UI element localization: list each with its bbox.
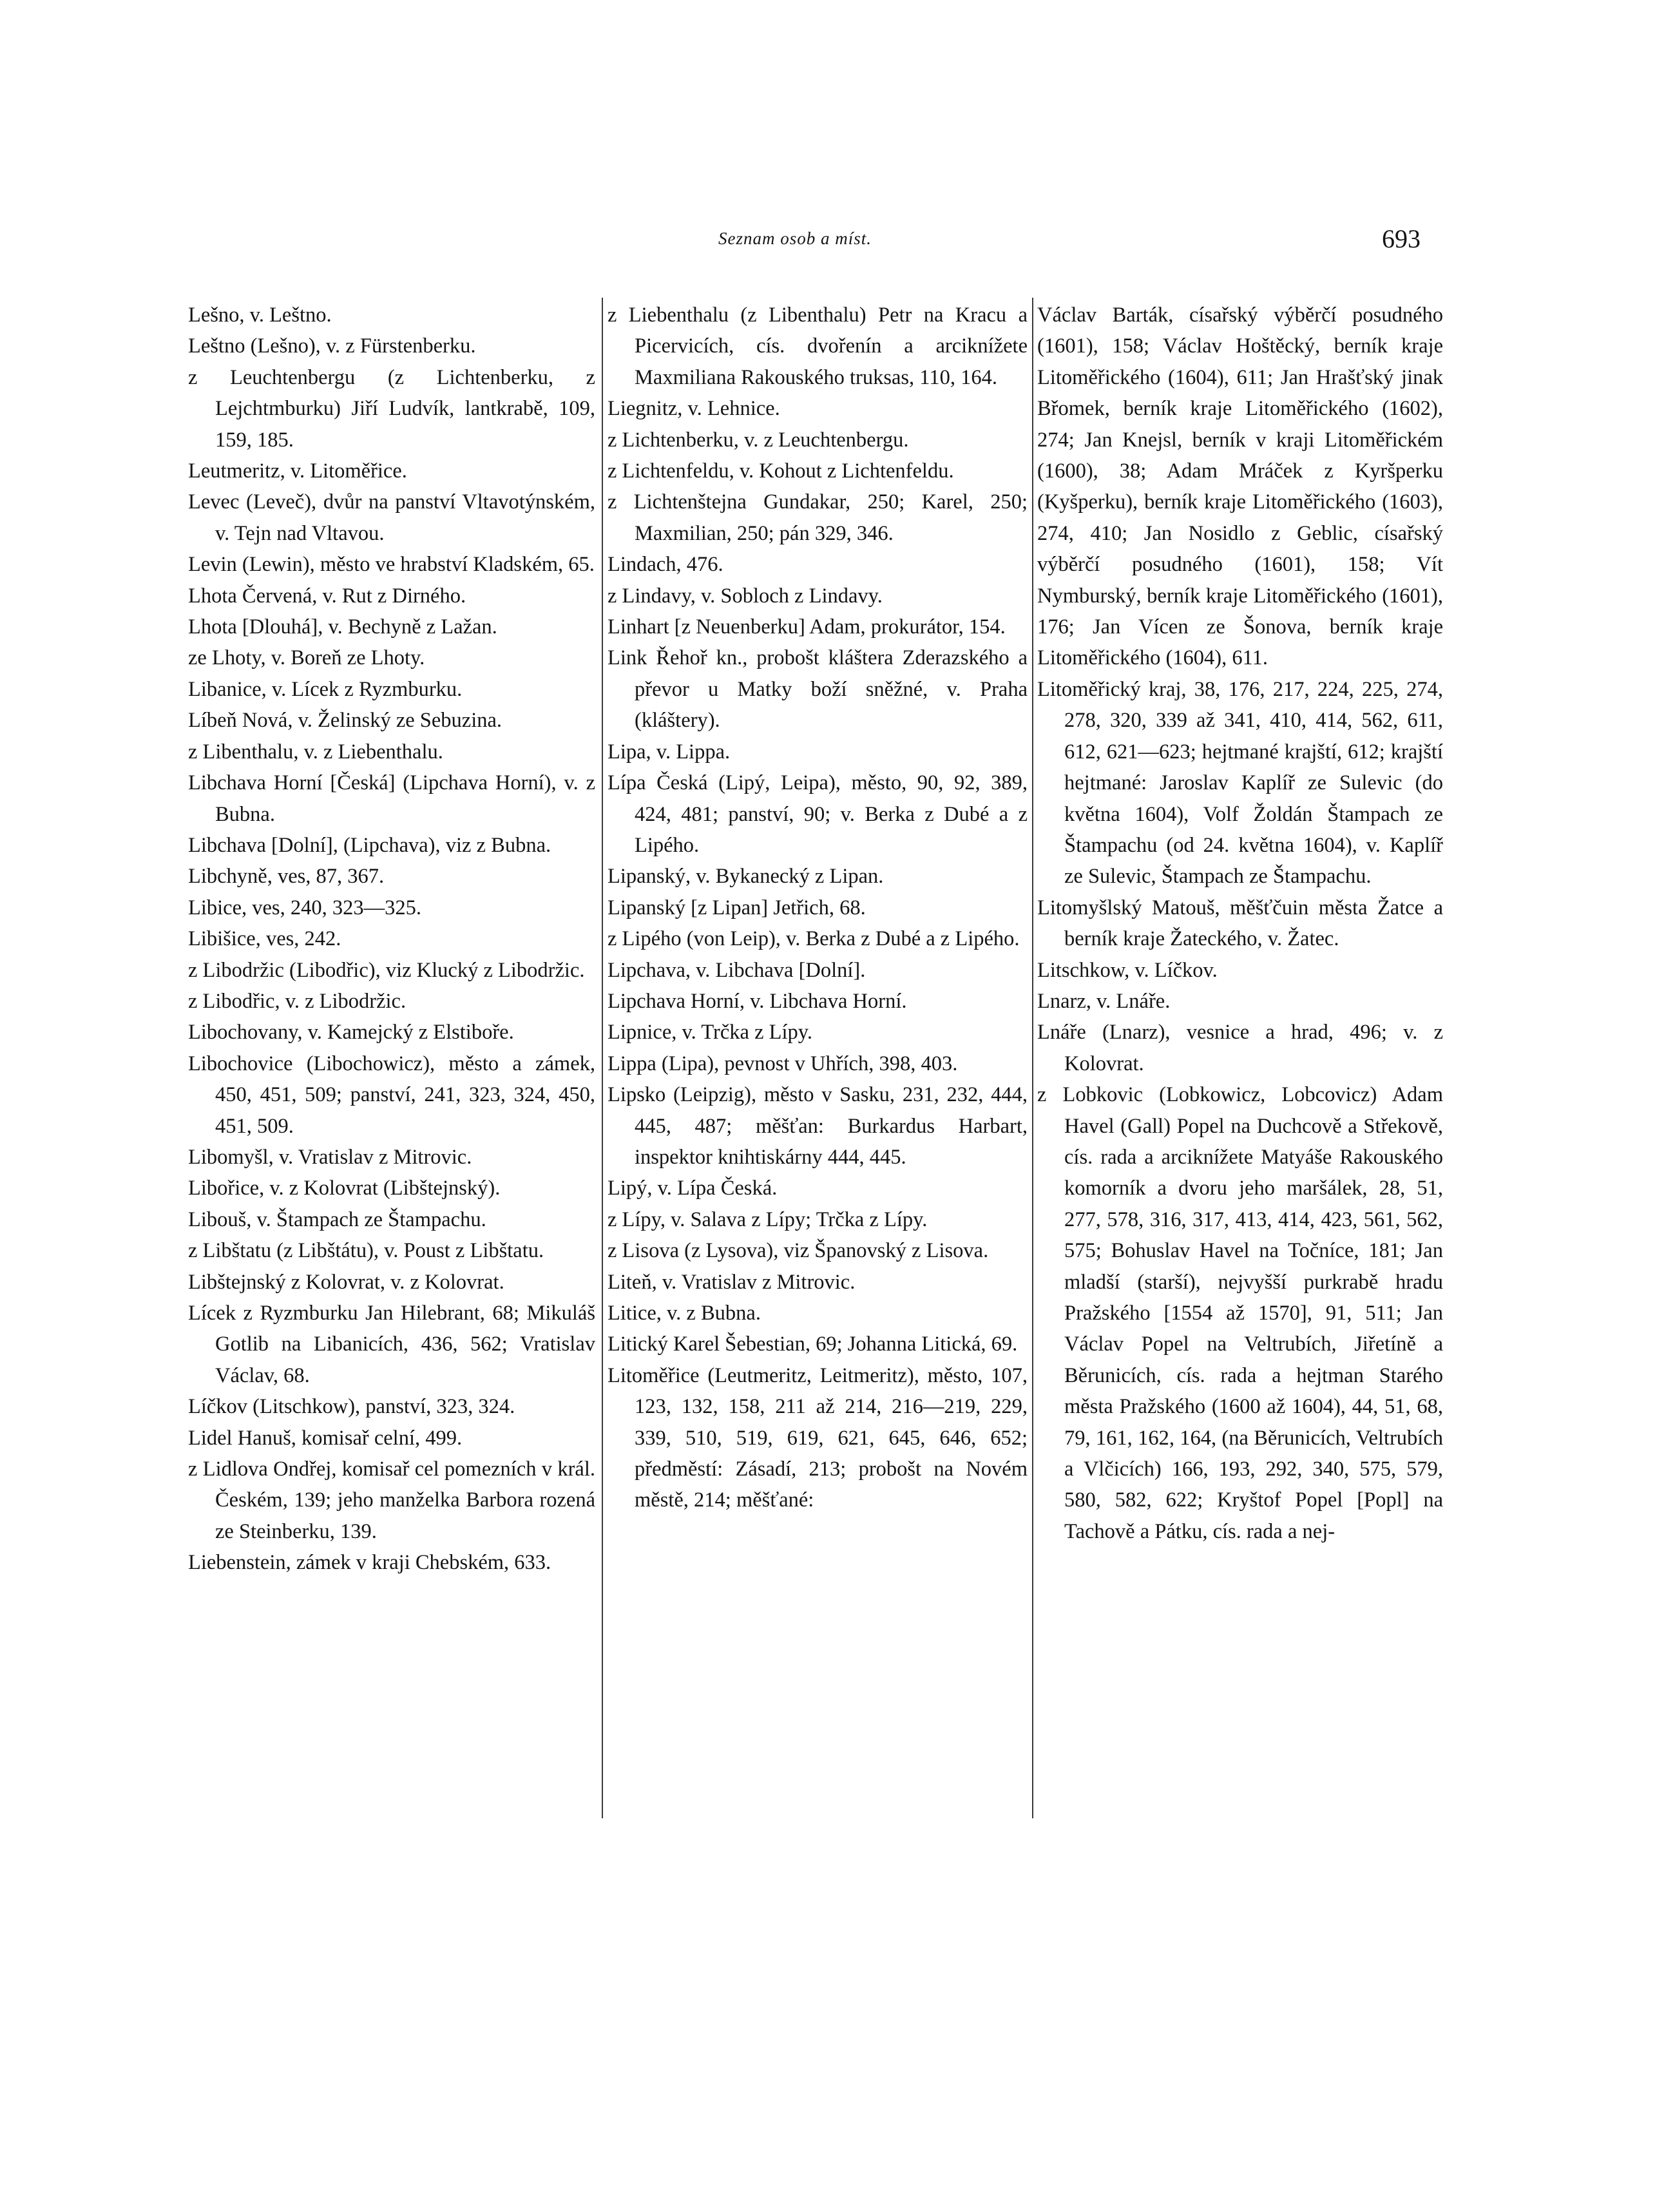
continued-entry: Václav Barták, císařský výběrčí posudného (1601), 158; Václav Hoštěcký, berník kraje Litoměřického (1604), 611; Jan Hrašťský jinak Břomek, berník kraje Litoměřického (1602), 274; Jan Knejsl, berník v kraji Litoměřickém (1600), 38; Adam Mráček z Kyršperku (Kyšperku), berník kraje Litoměřického (1603), 274, 410; Jan Nosidlo z Geblic, císařský výběrčí posudného (1601), 158; Vít Nymburský, berník kraje Litoměřického (1601), 176; Jan Vícen ze Šonova, berník kraje Litoměřického (1604), 611. [1037,303,1443,670]
index-entry: Litice, v. z Bubna. [608,1302,761,1325]
index-entry: z Lípy, v. Salava z Lípy; Trčka z Lípy. [608,1207,928,1231]
index-entry: Lípa Česká (Lipý, Leipa), město, 90, 92, 389, 424, 481; panství, 90; v. Berka z Dubé a z Lipého. [608,771,1028,857]
index-entry: z Lindavy, v. Sobloch z Lindavy. [608,584,883,608]
index-entry: Lipanský, v. Bykanecký z Lipan. [608,865,884,889]
index-entry: Lnáře (Lnarz), vesnice a hrad, 496; v. z Kolovrat. [1037,1021,1443,1075]
index-entry: Lipchava Horní, v. Libchava Horní. [608,989,907,1013]
index-entry: Libanice, v. Lícek z Ryzmburku. [188,677,463,701]
index-entry: Lipsko (Leipzig), město v Sasku, 231, 232, 444, 445, 487; měšťan: Burkardus Harbart, inspektor knihtiskárny 444, 445. [608,1083,1028,1169]
index-column-3 [1037,300,1443,1547]
column-divider [602,298,603,1818]
index-entry: Lippa (Lipa), pevnost v Uhřích, 398, 403. [608,1052,958,1075]
page-header [0,224,1675,267]
index-entry: Lidel Hanuš, komisař celní, 499. [188,1426,463,1450]
index-entry: Libouš, v. Štampach ze Štampachu. [188,1207,486,1231]
index-entry: Libomyšl, v. Vratislav z Mitrovic. [188,1145,472,1169]
index-column-1 [188,300,595,1579]
index-entry: Litoměřický kraj, 38, 176, 217, 224, 225, 274, 278, 320, 339 až 341, 410, 414, 562, 611, 612, 621—623; hejtmané krajští, 612; krajští hejtmané: Jaroslav Kaplíř ze Sulevic (do května 1604), Volf Žoldán Štampach ze Štampachu (od 24. května 1604), v. Kaplíř ze Sulevic, Štampach ze Štampachu. [1037,677,1443,889]
index-entry: Link Řehoř kn., probošt kláštera Zderazského a převor u Matky boží sněžné, v. Praha (kláštery). [608,646,1028,733]
index-entry: Liebenstein, zámek v kraji Chebském, 633. [188,1551,551,1575]
index-entry: Lindach, 476. [608,553,723,577]
index-entry: z Liebenthalu (z Libenthalu) Petr na Kracu a Picervicích, cís. dvořenín a arciknížete Maxmiliana Rakouského truksas, 110, 164. [608,303,1028,389]
index-entry: Lipa, v. Lippa. [608,740,731,764]
index-entry: Lhota Červená, v. Rut z Dirného. [188,584,466,608]
index-entry: Lhota [Dlouhá], v. Bechyně z Lažan. [188,615,497,639]
index-entry: z Libštatu (z Libštátu), v. Poust z Libštatu. [188,1239,544,1263]
index-entry: z Leuchtenbergu (z Lichtenberku, z Lejchtmburku) Jiří Ludvík, lantkrabě, 109, 159, 185. [188,365,595,452]
index-entry: Libchyně, ves, 87, 367. [188,865,385,889]
index-entry: Lipnice, v. Trčka z Lípy. [608,1021,813,1044]
index-entry: Líbeň Nová, v. Želinský ze Sebuzina. [188,709,503,733]
index-entry: z Libenthalu, v. z Liebenthalu. [188,740,443,764]
index-entry: z Libodřic, v. z Libodržic. [188,989,407,1013]
index-column-2 [608,300,1028,1516]
index-entry: ze Lhoty, v. Boreň ze Lhoty. [188,646,425,670]
index-entry: Litický Karel Šebestian, 69; Johanna Litická, 69. [608,1332,1018,1356]
index-entry: Litoměřice (Leutmeritz, Leitmeritz), město, 107, 123, 132, 158, 211 až 214, 216—219, 229, 339, 510, 519, 619, 621, 645, 646, 652; předměstí: Zásadí, 213; probošt na Novém městě, 214; měšťané: [608,1363,1028,1512]
column-divider [1032,298,1033,1818]
index-entry: Leštno (Lešno), v. z Fürstenberku. [188,334,476,358]
index-entry: z Lipého (von Leip), v. Berka z Dubé a z Lipého. [608,927,1020,951]
index-entry: Libštejnský z Kolovrat, v. z Kolovrat. [188,1270,504,1294]
index-entry: Levin (Lewin), město ve hrabství Kladském, 65. [188,553,595,577]
index-entry: Linhart [z Neuenberku] Adam, prokurátor, 154. [608,615,1006,639]
index-entry: Leutmeritz, v. Litoměřice. [188,459,407,483]
index-entry: z Lidlova Ondřej, komisař cel pomezních v král. Českém, 139; jeho manželka Barbora rozená ze Steinberku, 139. [188,1457,595,1543]
index-entry: Líčkov (Litschkow), panství, 323, 324. [188,1395,515,1419]
index-entry: z Lichtenfeldu, v. Kohout z Lichtenfeldu. [608,459,954,483]
index-entry: Libice, ves, 240, 323—325. [188,896,421,919]
index-entry: z Lichtenberku, v. z Leuchtenbergu. [608,428,909,452]
index-entry: Litomyšlský Matouš, měšťčuin města Žatce a berník kraje Žateckého, v. Žatec. [1037,896,1443,951]
index-entry: Libochovice (Libochowicz), město a zámek, 450, 451, 509; panství, 241, 323, 324, 450, 451, 509. [188,1052,595,1138]
index-entry: Litschkow, v. Líčkov. [1037,958,1218,982]
index-entry: Libišice, ves, 242. [188,927,341,951]
index-entry: Libchava Horní [Česká] (Lipchava Horní), v. z Bubna. [188,771,595,826]
index-entry: z Lobkovic (Lobkowicz, Lobcovicz) Adam Havel (Gall) Popel na Duchcově a Střekově, cís. rada a arciknížete Matyáše Rakouského komorník a dvoru jeho maršálek, 28, 51, 277, 578, 316, 317, 413, 414, 423, 561, 562, 575; Bohuslav Havel na Točníce, 181; Jan mladší (starší), nejvyšší purkrabě hradu Pražského [1554 až 1570], 91, 511; Jan Václav Popel na Veltrubích, Jiřetíně a Běrunicích, cís. rada a hejtman Starého města Pražského (1600 až 1604), 44, 51, 68, 79, 161, 162, 164, (na Běrunicích, Veltrubích a Vlčicích) 166, 193, 292, 340, 575, 579, 580, 582, 622; Kryštof Popel [Popl] na Tachově a Pátku, cís. rada a nej- [1037,1083,1443,1543]
index-entry: Levec (Leveč), dvůr na panství Vltavotýnském, v. Tejn nad Vltavou. [188,490,595,545]
index-entry: Lipchava, v. Libchava [Dolní]. [608,958,866,982]
index-entry: Libochovany, v. Kamejcký z Elstiboře. [188,1021,514,1044]
index-entry: z Lichtenštejna Gundakar, 250; Karel, 250; Maxmilian, 250; pán 329, 346. [608,490,1028,545]
index-entry: Lipanský [z Lipan] Jetřich, 68. [608,896,866,919]
index-entry: z Libodržic (Libodřic), viz Klucký z Libodržic. [188,958,585,982]
index-entry: Lešno, v. Leštno. [188,303,332,327]
index-entry: Lipý, v. Lípa Česká. [608,1177,778,1200]
index-entry: z Lisova (z Lysova), viz Španovský z Lisova. [608,1239,989,1263]
index-entry: Lnarz, v. Lnáře. [1037,989,1171,1013]
index-entry: Liegnitz, v. Lehnice. [608,397,780,421]
index-entry: Libořice, v. z Kolovrat (Libštejnský). [188,1177,501,1200]
page-number: 693 [1382,224,1421,253]
index-entry: Libchava [Dolní], (Lipchava), viz z Bubna. [188,833,551,857]
index-entry: Lícek z Ryzmburku Jan Hilebrant, 68; Mikuláš Gotlib na Libanicích, 436, 562; Vratislav Václav, 68. [188,1302,595,1387]
running-title: Seznam osob a míst. [718,229,872,248]
index-entry: Liteň, v. Vratislav z Mitrovic. [608,1270,856,1294]
